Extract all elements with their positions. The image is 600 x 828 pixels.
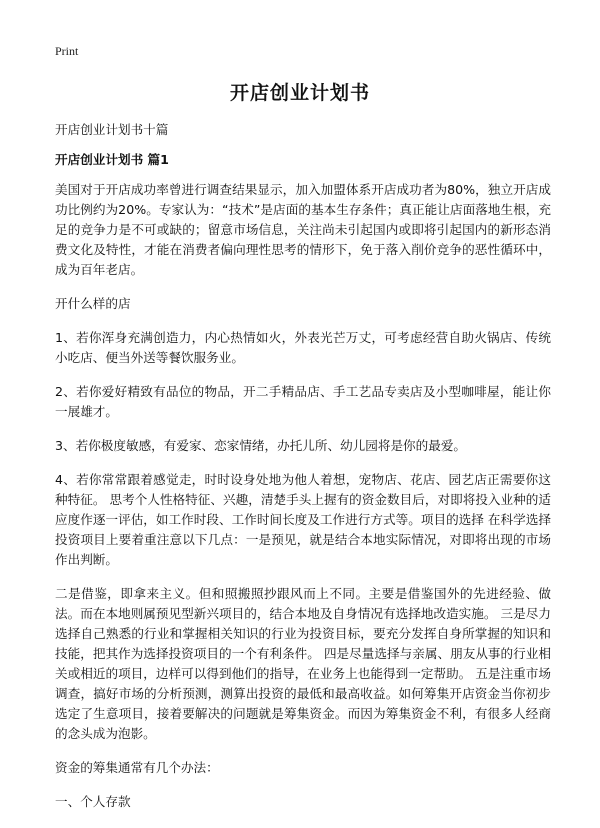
print-label: Print bbox=[55, 44, 79, 58]
paragraph-item-2: 2、若你爱好精致有品位的物品，开二手精品店、手工艺品专卖店及小型咖啡屋，能让你一展雄才。 bbox=[55, 384, 551, 419]
paragraph-funding-methods: 资金的筹集通常有几个办法： bbox=[55, 760, 219, 775]
paragraph-item-3: 3、若你极度敏感，有爱家、恋家情绪，办托儿所、幼儿园将是你的最爱。 bbox=[55, 438, 467, 453]
paragraph-project-selection: 二是借鉴，即拿来主义。但和照搬照抄跟风而上不同。主要是借鉴国外的先进经验、做法。而在本地则属预见型新兴项目的，结合本地及自身情况有选择地改造实施。 三是尽力选择自己熟悉的行业和掌握相关知识的行业为投资目标，要充分发挥自身所掌握的知识和技能，把其作为选择投资项目的一个有利条件。 四是尽量选择与亲属、朋友从事的行业相关或相近的项目，边样可以得到他们的指导，在业务上也能得到一定帮助。 五是注重市场调查，搞好市场的分析预测，测算出投资的最低和最高收益。如何筹集开店资金当你初步选定了生意项目，接着要解决的问题就是筹集资金。而因为筹集资金不利，有很多人经商的念头成为泡影。 bbox=[55, 586, 551, 741]
document-title: 开店创业计划书 bbox=[229, 82, 370, 104]
paragraph-personal-savings: 一、个人存款 bbox=[55, 794, 131, 809]
paragraph-intro: 美国对于开店成功率曾进行调查结果显示，加入加盟体系开店成功者为80%，独立开店成功比例约为20%。专家认为：“技术”是店面的基本生存条件；真正能让店面落地生根，充足的竞争力是不可或缺的；留意市场信息，关注尚未引起国内或即将引起国内的新形态消费文化及特性，才能在消费者偏向理性思考的情形下，免于落入削价竞争的恶性循环中，成为百年老店。 bbox=[55, 182, 551, 277]
document-subtitle: 开店创业计划书十篇 bbox=[55, 122, 169, 137]
paragraph-heading-store-type: 开什么样的店 bbox=[55, 296, 131, 311]
document-body bbox=[55, 120, 551, 826]
section-heading: 开店创业计划书 篇1 bbox=[55, 152, 169, 167]
paragraph-item-4: 4、若你常常跟着感觉走，时时设身处地为他人着想，宠物店、花店、园艺店正需要你这种特征。 思考个人性格特征、兴趣，清楚手头上握有的资金数目后，对即将投入业种的适应度作逐一评估，如工作时段、工作时间长度及工作进行方式等。项目的选择 在科学选择投资项目上要着重注意以下几点：一是预见，就是结合本地实际情况，对即将出现的市场作出判断。 bbox=[55, 472, 551, 567]
paragraph-item-1: 1、若你浑身充满创造力，内心热情如火，外表光芒万丈，可考虑经营自助火锅店、传统小吃店、便当外送等餐饮服务业。 bbox=[55, 330, 551, 365]
